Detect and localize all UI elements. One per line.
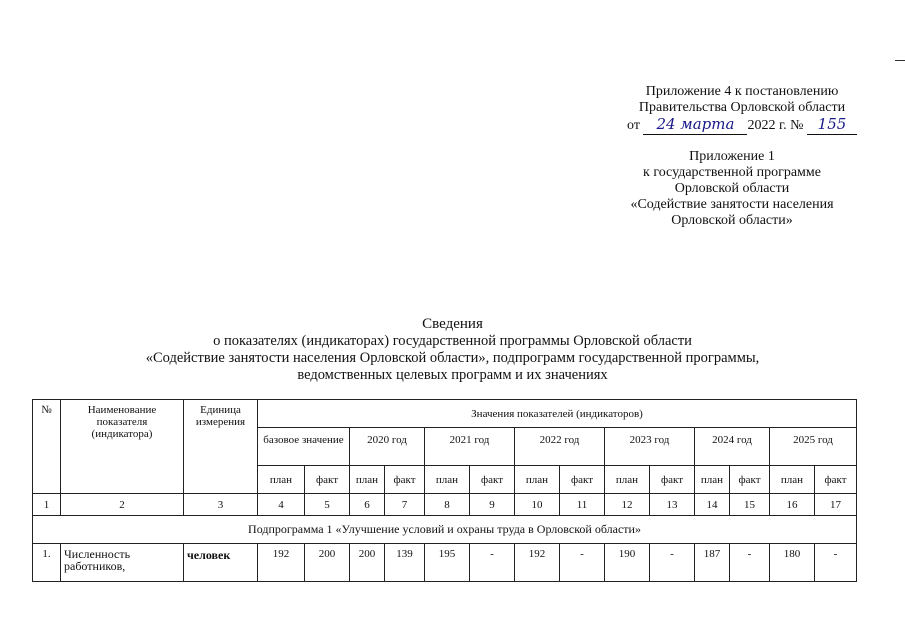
row-value: 192 bbox=[258, 544, 305, 582]
column-numbers-row bbox=[33, 494, 857, 516]
plan-label: план bbox=[605, 466, 650, 494]
row-value: 190 bbox=[605, 544, 650, 582]
period-2023: 2023 год bbox=[605, 428, 695, 466]
col-number: 11 bbox=[560, 494, 605, 516]
plan-label: план bbox=[770, 466, 815, 494]
annex1-line1: Приложение 1 bbox=[689, 149, 775, 164]
period-2021: 2021 год bbox=[425, 428, 515, 466]
period-2022: 2022 год bbox=[515, 428, 605, 466]
title-line4: ведомственных целевых программ и их значениях bbox=[297, 367, 608, 383]
annex1-line2: к государственной программе bbox=[643, 165, 821, 180]
fact-label: факт bbox=[305, 466, 350, 494]
annex4-prefix: от bbox=[627, 118, 640, 133]
subprogram-title: Подпрограмма 1 «Улучшение условий и охраны труда в Орловской области» bbox=[33, 516, 857, 544]
col-number: 16 bbox=[770, 494, 815, 516]
period-2024: 2024 год bbox=[695, 428, 770, 466]
handwritten-number-text: 155 bbox=[817, 115, 847, 133]
plan-label: план bbox=[425, 466, 470, 494]
period-2025: 2025 год bbox=[770, 428, 857, 466]
row-value: 200 bbox=[305, 544, 350, 582]
row-unit: человек bbox=[184, 544, 258, 582]
fact-label: факт bbox=[560, 466, 605, 494]
title-line1: Сведения bbox=[422, 316, 483, 332]
row-value: 195 bbox=[425, 544, 470, 582]
row-value: 139 bbox=[385, 544, 425, 582]
col-number: 12 bbox=[605, 494, 650, 516]
plan-label: план bbox=[695, 466, 730, 494]
annex4-year-text: 2022 г. № bbox=[747, 118, 804, 133]
col-number: 9 bbox=[470, 494, 515, 516]
indicators-table bbox=[32, 399, 857, 582]
handwritten-number bbox=[807, 116, 857, 135]
row-value: 180 bbox=[770, 544, 815, 582]
fact-label: факт bbox=[385, 466, 425, 494]
row-value: - bbox=[560, 544, 605, 582]
row-value: - bbox=[815, 544, 857, 582]
title-line3: «Содействие занятости населения Орловской области», подпрограмм государственной программы, bbox=[145, 350, 760, 366]
col-number: 15 bbox=[730, 494, 770, 516]
table-row bbox=[33, 544, 857, 582]
fact-label: факт bbox=[650, 466, 695, 494]
annex-1-header bbox=[600, 149, 864, 229]
col-number: 4 bbox=[258, 494, 305, 516]
handwritten-date bbox=[643, 116, 747, 135]
annex1-line5: Орловской области» bbox=[671, 213, 793, 228]
period-2020: 2020 год bbox=[350, 428, 425, 466]
annex-4-header bbox=[612, 84, 872, 135]
values-header: Значения показателей (индикаторов) bbox=[258, 400, 857, 428]
annex4-date-line bbox=[612, 116, 872, 135]
row-name: Численность работников, bbox=[61, 544, 184, 582]
col-number: 17 bbox=[815, 494, 857, 516]
edge-mark bbox=[895, 60, 905, 61]
plan-label: план bbox=[258, 466, 305, 494]
plan-label: план bbox=[350, 466, 385, 494]
row-value: 187 bbox=[695, 544, 730, 582]
row-num: 1. bbox=[33, 544, 61, 582]
col-number: 2 bbox=[61, 494, 184, 516]
annex1-line3: Орловской области bbox=[674, 181, 790, 196]
title-line2: о показателях (индикаторах) государственной программы Орловской области bbox=[213, 333, 692, 349]
col-name-header: Наименование показателя (индикатора) bbox=[61, 400, 184, 494]
subprogram-row bbox=[33, 516, 857, 544]
plan-label: план bbox=[515, 466, 560, 494]
document-title bbox=[100, 316, 805, 384]
col-number: 5 bbox=[305, 494, 350, 516]
handwritten-date-text: 24 марта bbox=[656, 115, 735, 133]
col-num-header: № bbox=[33, 400, 61, 494]
row-value: 192 bbox=[515, 544, 560, 582]
row-value: - bbox=[470, 544, 515, 582]
row-value: 200 bbox=[350, 544, 385, 582]
col-number: 3 bbox=[184, 494, 258, 516]
header-row-1 bbox=[33, 400, 857, 428]
col-number: 10 bbox=[515, 494, 560, 516]
row-value: - bbox=[650, 544, 695, 582]
annex4-line1: Приложение 4 к постановлению bbox=[645, 84, 839, 99]
col-number: 14 bbox=[695, 494, 730, 516]
fact-label: факт bbox=[815, 466, 857, 494]
annex1-line4: «Содействие занятости населения bbox=[630, 197, 834, 212]
fact-label: факт bbox=[730, 466, 770, 494]
annex4-line2: Правительства Орловской области bbox=[638, 100, 846, 115]
col-number: 1 bbox=[33, 494, 61, 516]
col-number: 6 bbox=[350, 494, 385, 516]
period-base: базовое значение bbox=[258, 428, 350, 466]
col-number: 8 bbox=[425, 494, 470, 516]
col-number: 7 bbox=[385, 494, 425, 516]
col-unit-header: Единица измерения bbox=[184, 400, 258, 494]
fact-label: факт bbox=[470, 466, 515, 494]
row-value: - bbox=[730, 544, 770, 582]
col-number: 13 bbox=[650, 494, 695, 516]
